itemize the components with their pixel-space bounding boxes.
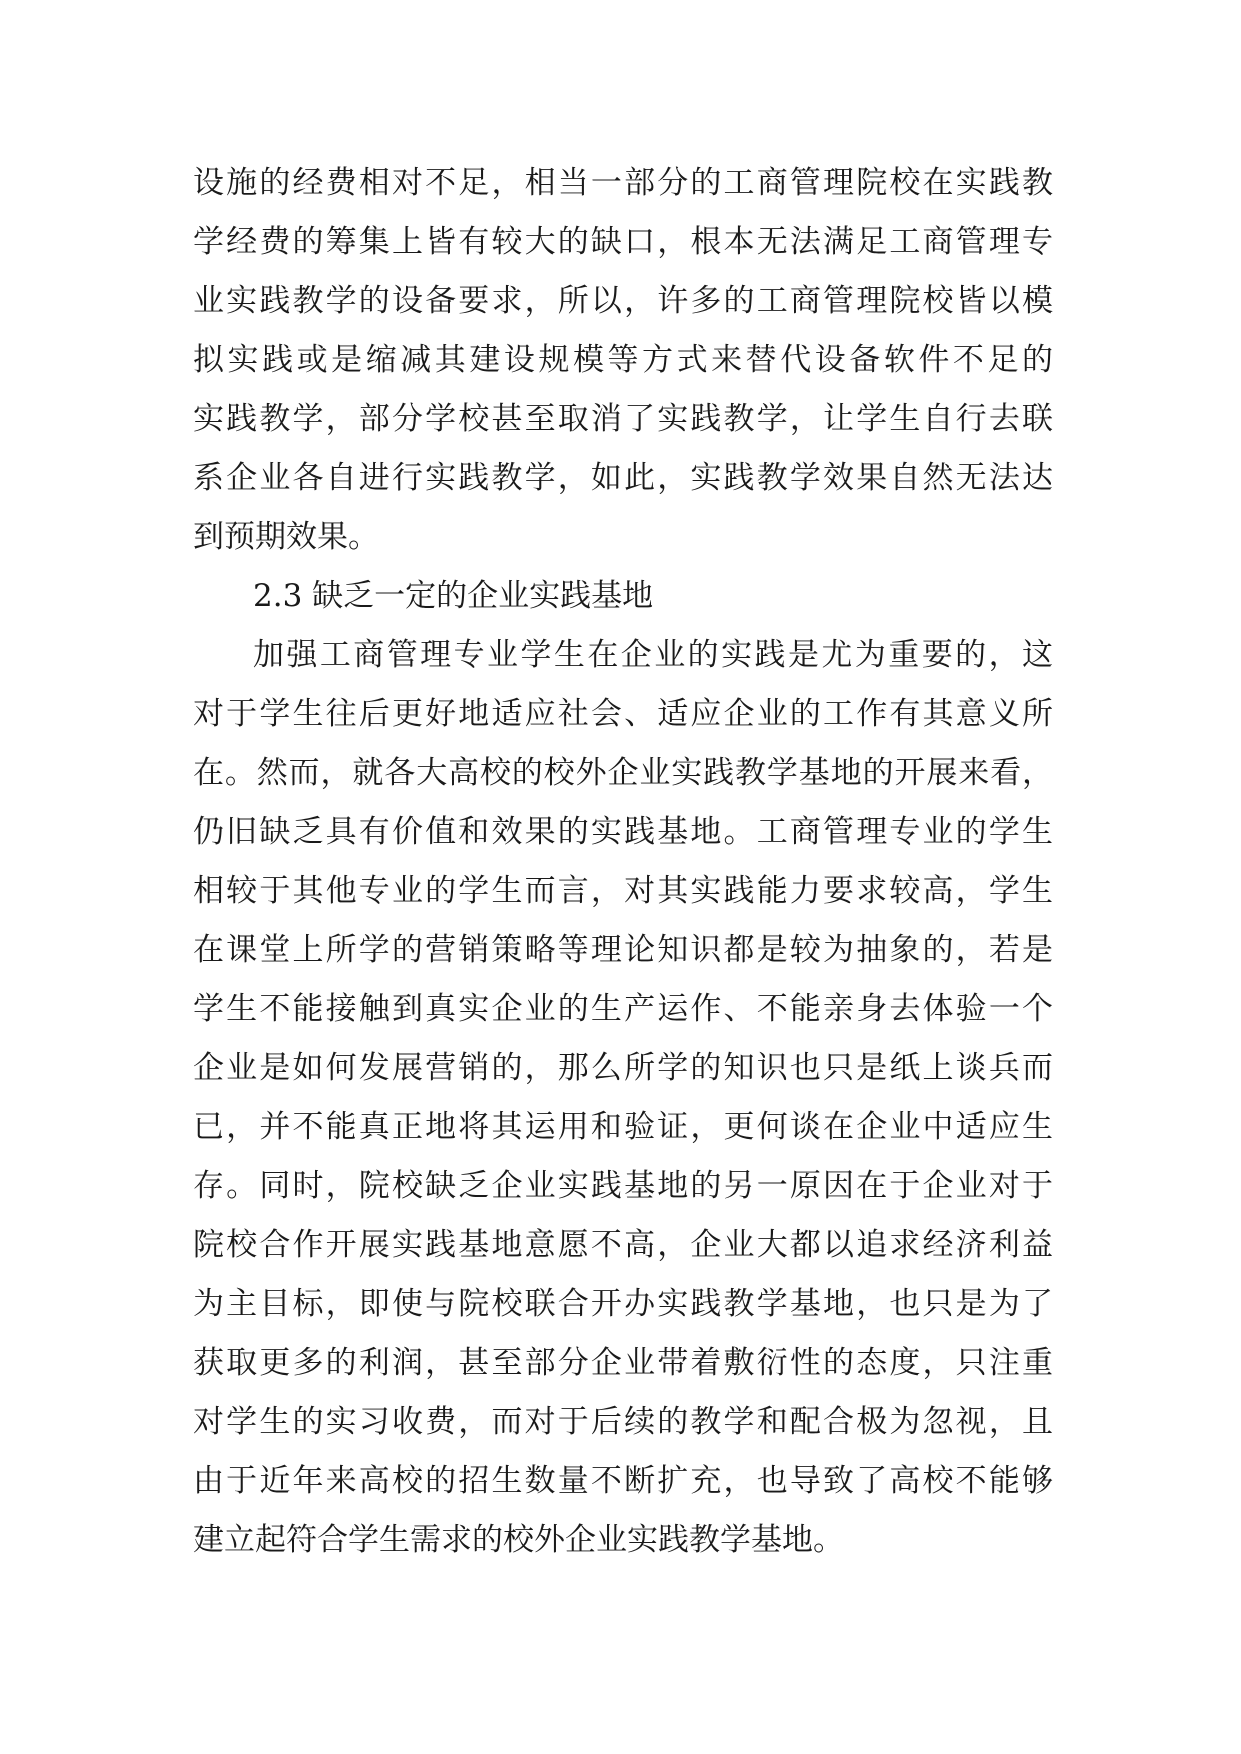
paragraph-2-line-7: 学生不能接触到真实企业的生产运作、不能亲身去体验一个 bbox=[193, 991, 1053, 1027]
paragraph-2-line-16: 建立起符合学生需求的校外企业实践教学基地。 bbox=[193, 1522, 844, 1558]
paragraph-2-line-8: 企业是如何发展营销的，那么所学的知识也只是纸上谈兵而 bbox=[193, 1050, 1053, 1086]
section-heading: 2.3 缺乏一定的企业实践基地 bbox=[253, 578, 654, 614]
paragraph-2-line-12: 为主目标，即使与院校联合开办实践教学基地，也只是为了 bbox=[193, 1286, 1053, 1322]
paragraph-2-line-2: 对于学生往后更好地适应社会、适应企业的工作有其意义所 bbox=[193, 696, 1053, 732]
paragraph-1-line-5: 实践教学，部分学校甚至取消了实践教学，让学生自行去联 bbox=[193, 401, 1053, 437]
paragraph-1-line-2: 学经费的筹集上皆有较大的缺口，根本无法满足工商管理专 bbox=[193, 224, 1053, 260]
paragraph-2-line-1: 加强工商管理专业学生在企业的实践是尤为重要的，这 bbox=[253, 637, 1053, 673]
paragraph-2-line-11: 院校合作开展实践基地意愿不高，企业大都以追求经济利益 bbox=[193, 1227, 1053, 1263]
paragraph-1-line-7: 到预期效果。 bbox=[193, 519, 379, 555]
paragraph-2-line-6: 在课堂上所学的营销策略等理论知识都是较为抽象的，若是 bbox=[193, 932, 1053, 968]
paragraph-1-line-3: 业实践教学的设备要求，所以，许多的工商管理院校皆以模 bbox=[193, 283, 1053, 319]
paragraph-2-line-9: 已，并不能真正地将其运用和验证，更何谈在企业中适应生 bbox=[193, 1109, 1053, 1145]
paragraph-1-line-4: 拟实践或是缩减其建设规模等方式来替代设备软件不足的 bbox=[193, 342, 1053, 378]
paragraph-2-line-5: 相较于其他专业的学生而言，对其实践能力要求较高，学生 bbox=[193, 873, 1053, 909]
paragraph-2-line-14: 对学生的实习收费，而对于后续的教学和配合极为忽视，且 bbox=[193, 1404, 1053, 1440]
paragraph-1-line-6: 系企业各自进行实践教学，如此，实践教学效果自然无法达 bbox=[193, 460, 1053, 496]
paragraph-2-line-13: 获取更多的利润，甚至部分企业带着敷衍性的态度，只注重 bbox=[193, 1345, 1053, 1381]
paragraph-2-line-3: 在。然而，就各大高校的校外企业实践教学基地的开展来看， bbox=[193, 755, 1053, 791]
paragraph-2-line-10: 存。同时，院校缺乏企业实践基地的另一原因在于企业对于 bbox=[193, 1168, 1053, 1204]
paragraph-1-line-1: 设施的经费相对不足，相当一部分的工商管理院校在实践教 bbox=[193, 165, 1053, 201]
paragraph-2-line-15: 由于近年来高校的招生数量不断扩充，也导致了高校不能够 bbox=[193, 1463, 1053, 1499]
paragraph-2-line-4: 仍旧缺乏具有价值和效果的实践基地。工商管理专业的学生 bbox=[193, 814, 1053, 850]
